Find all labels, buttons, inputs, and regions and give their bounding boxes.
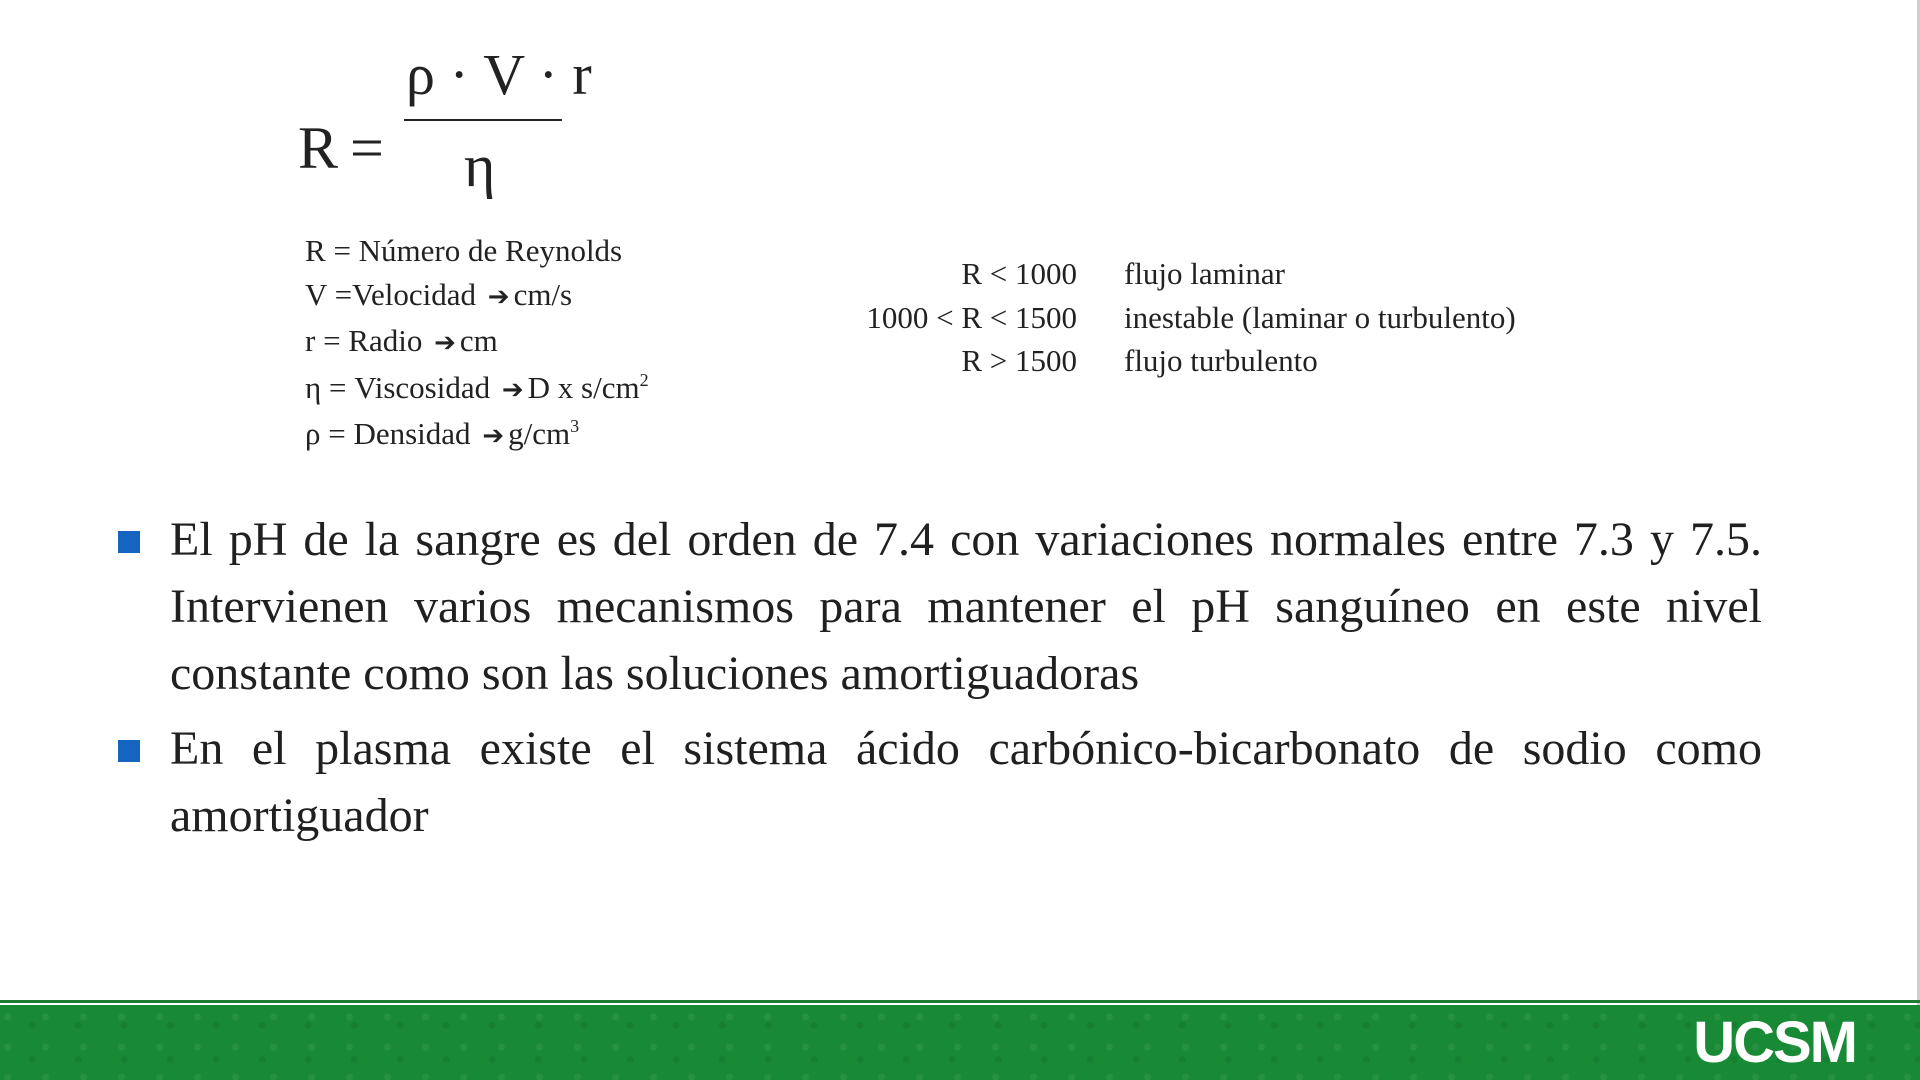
definition-row [305, 273, 649, 320]
square-bullet-icon [118, 531, 140, 553]
variable-definitions [305, 229, 649, 459]
flow-description: flujo turbulento [1124, 343, 1318, 378]
flow-description: flujo laminar [1124, 256, 1285, 291]
formula-numerator: ρ · V · r [406, 42, 592, 107]
flow-range: R < 1000 [961, 256, 1077, 291]
formula-denominator: η [464, 133, 496, 199]
flow-description: inestable (laminar o turbulento) [1124, 299, 1516, 335]
definition-unit: g/cm [508, 416, 571, 451]
square-bullet-icon [118, 740, 140, 762]
flow-range: 1000 < R < 1500 [866, 299, 1077, 335]
definition-symbol: ρ [305, 416, 321, 451]
definition-text: = Radio [315, 323, 423, 358]
right-arrow-icon: ➔ [434, 328, 456, 358]
definition-unit: cm/s [513, 276, 573, 312]
right-arrow-icon: ➔ [501, 374, 524, 405]
definition-text: = Densidad [320, 416, 471, 451]
definition-text: = Viscosidad [321, 369, 491, 405]
definition-row [305, 229, 649, 273]
definition-symbol: V [305, 276, 327, 312]
bullet-item [118, 715, 1762, 849]
reynolds-formula [298, 40, 592, 210]
flow-row [800, 296, 1516, 340]
bullet-text: El pH de la sangre es del orden de 7.4 con variaciones normales entre 7.3 y 7.5. Intervienen varios mecanismos para mantener el pH sanguíneo en este nivel constante como son las soluciones amortiguadoras [170, 513, 1762, 700]
definition-symbol: η [305, 369, 322, 405]
flow-range: R > 1500 [961, 343, 1077, 378]
formula-equals: = [350, 115, 384, 181]
definition-text: =Velocidad [326, 276, 477, 312]
bullet-item [118, 506, 1762, 707]
definition-row [305, 412, 649, 459]
definition-text: = Número de Reynolds [325, 233, 623, 268]
definition-unit: D x s/cm [527, 369, 640, 405]
unit-exponent: 3 [570, 416, 580, 436]
right-arrow-icon: ➔ [482, 421, 505, 451]
flow-row [800, 339, 1516, 383]
formula-lhs: R [298, 115, 339, 181]
fraction-bar [404, 119, 562, 121]
ucsm-logo: UCSM [1693, 1010, 1856, 1075]
bullet-list [118, 506, 1762, 857]
flow-regime-table [800, 252, 1516, 383]
right-arrow-icon: ➔ [487, 281, 510, 312]
definition-row [305, 319, 649, 366]
flow-row [800, 252, 1516, 296]
definition-unit: cm [459, 323, 498, 358]
footer-divider [0, 1000, 1920, 1003]
definition-symbol: r [305, 323, 316, 358]
definition-row [305, 366, 649, 413]
bullet-text: En el plasma existe el sistema ácido carbónico-bicarbonato de sodio como amortiguador [170, 722, 1762, 842]
footer-bar [0, 1005, 1920, 1080]
unit-exponent: 2 [639, 369, 649, 390]
definition-symbol: R [305, 233, 326, 268]
